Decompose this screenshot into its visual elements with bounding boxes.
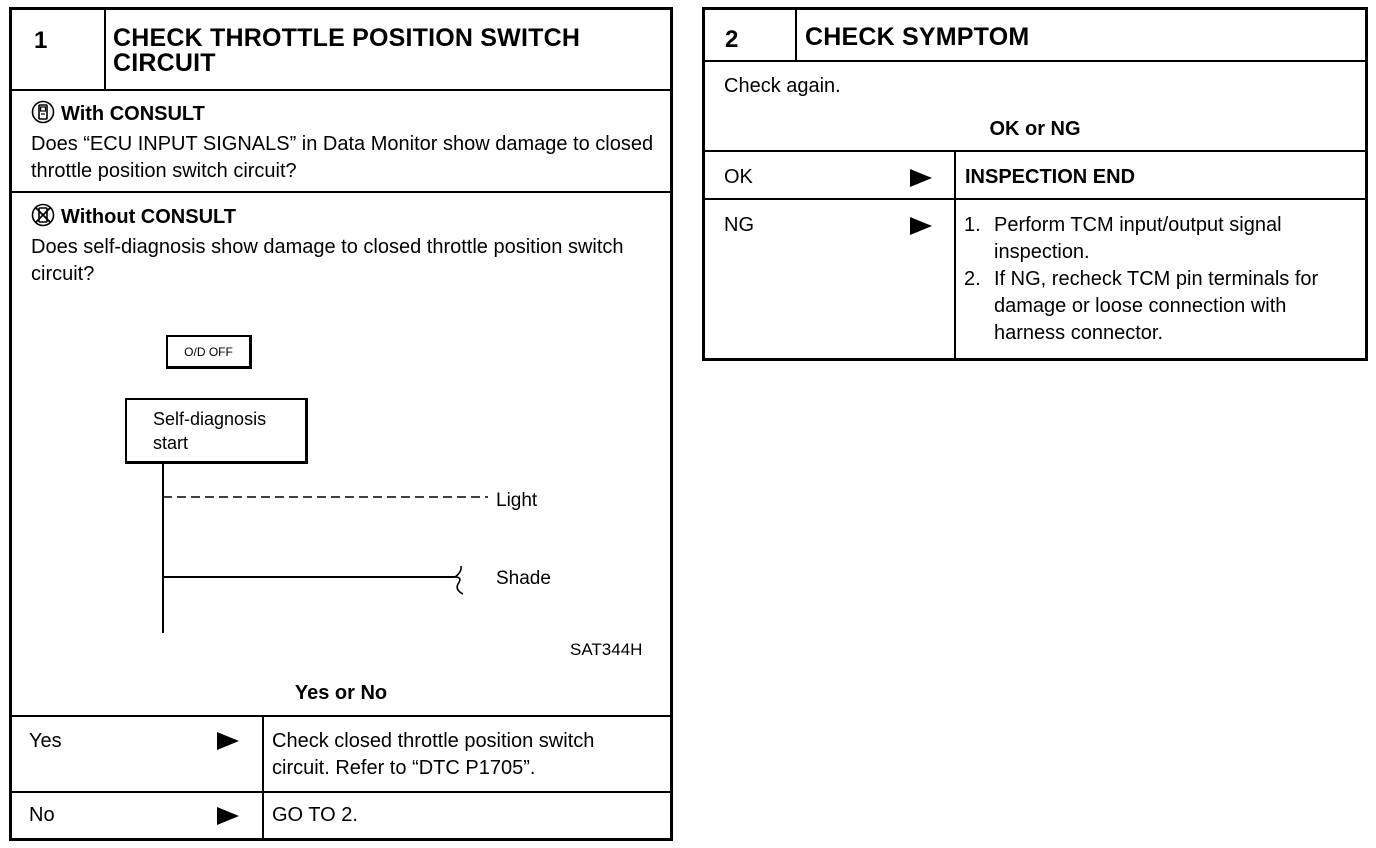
light-label: Light — [496, 490, 538, 511]
start-label-line2: start — [153, 433, 189, 453]
step2-panel — [702, 7, 1368, 361]
with-consult-section — [31, 100, 661, 185]
without-consult-heading-row — [31, 203, 661, 235]
step2-number: 2 — [725, 26, 739, 53]
shade-line-end — [455, 577, 463, 594]
consult-crossed-icon — [31, 203, 55, 235]
step2-title: CHECK SYMPTOM — [805, 23, 1030, 51]
divider — [705, 198, 1365, 200]
divider — [12, 191, 670, 193]
without-consult-section — [31, 203, 661, 288]
without-consult-heading: Without CONSULT — [61, 206, 236, 228]
step2-instruction: Check again. — [724, 75, 841, 97]
arrow-right-icon — [217, 732, 239, 750]
divider — [12, 715, 670, 717]
result-no-action: GO TO 2. — [272, 804, 358, 826]
divider — [12, 791, 670, 793]
step1-panel — [9, 7, 673, 841]
od-off-label: O/D OFF — [184, 345, 233, 359]
list-item: 1. Perform TCM input/output signal inspection. — [964, 214, 1282, 263]
divider — [954, 150, 956, 358]
shade-label: Shade — [496, 568, 551, 589]
divider — [795, 10, 797, 60]
divider — [705, 150, 1365, 152]
divider — [705, 60, 1365, 62]
with-consult-question: Does “ECU INPUT SIGNALS” in Data Monitor show damage to closed throttle position switch circuit? — [31, 133, 654, 182]
ng-step-2: If NG, recheck TCM pin terminals for damage or loose connection with harness connector. — [994, 268, 1319, 344]
divider — [104, 10, 106, 89]
with-consult-heading: With CONSULT — [61, 103, 205, 125]
divider — [262, 715, 264, 838]
step1-number: 1 — [34, 27, 48, 54]
result-no-answer: No — [29, 804, 55, 826]
figure-id: SAT344H — [570, 640, 643, 659]
result-ng-answer: NG — [724, 214, 754, 236]
start-label-line1: Self-diagnosis — [153, 409, 267, 429]
step1-decision-label: Yes or No — [294, 682, 388, 704]
result-yes-action: Check closed throttle position switch circuit. Refer to “DTC P1705”. — [272, 730, 595, 779]
result-ng-steps — [964, 212, 1344, 347]
consult-connected-icon — [31, 100, 55, 132]
step1-title: CHECK THROTTLE POSITION SWITCH CIRCUIT — [113, 24, 581, 77]
arrow-right-icon — [217, 807, 239, 825]
list-item: 2. If NG, recheck TCM pin terminals for damage or loose connection with harness connector. — [964, 268, 1319, 344]
result-yes-answer: Yes — [29, 730, 62, 752]
with-consult-heading-row — [31, 100, 661, 132]
self-diagnosis-start-box — [125, 398, 308, 464]
without-consult-question: Does self-diagnosis show damage to closed throttle position switch circuit? — [31, 236, 624, 285]
step2-decision-label: OK or NG — [989, 118, 1081, 140]
arrow-right-icon — [910, 217, 932, 235]
arrow-right-icon — [910, 169, 932, 187]
light-shade-timing-diagram — [12, 460, 676, 650]
result-ok-action: INSPECTION END — [965, 166, 1136, 188]
result-ok-answer: OK — [724, 166, 753, 188]
divider — [12, 89, 670, 91]
od-off-indicator — [166, 335, 252, 369]
ng-step-1: Perform TCM input/output signal inspection. — [994, 214, 1282, 263]
